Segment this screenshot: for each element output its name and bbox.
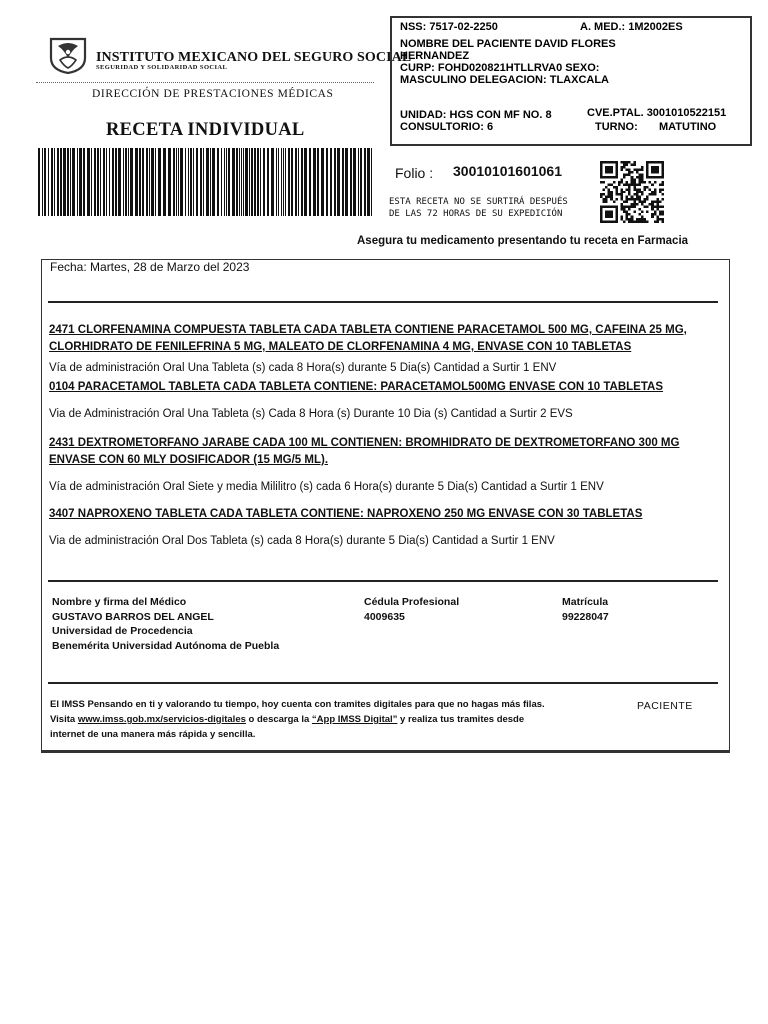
qr-code-icon bbox=[600, 161, 664, 223]
document-title: RECETA INDIVIDUAL bbox=[106, 120, 305, 140]
medication-3-title-line1: 2431 DEXTROMETORFANO JARABE CADA 100 ML CONTIENEN: BROMHIDRATO DE DEXTROMETORFANO 300 MG bbox=[49, 437, 680, 449]
notice-line1: ESTA RECETA NO SE SURTIRÁ DESPUÉS bbox=[389, 197, 568, 207]
medication-3-title-line2: ENVASE CON 60 MLY DOSIFICADOR (15 MG/5 ML). bbox=[49, 454, 329, 466]
cedula-block bbox=[364, 595, 459, 624]
medications-divider bbox=[48, 580, 718, 582]
date-divider bbox=[48, 301, 718, 303]
medication-1-instructions: Vía de administración Oral Una Tableta (s) cada 8 Hora(s) durante 5 Dia(s) Cantidad a Surtir 1 ENV bbox=[49, 362, 557, 374]
patient-name-line2: HERNANDEZ bbox=[400, 50, 470, 62]
medication-4-title: 3407 NAPROXENO TABLETA CADA TABLETA CONTIENE: NAPROXENO 250 MG ENVASE CON 30 TABLETAS bbox=[49, 508, 643, 520]
turno-label: TURNO: bbox=[595, 121, 638, 133]
footer-line2-prefix: Visita bbox=[50, 714, 78, 725]
medication-4-instructions: Via de administración Oral Dos Tableta (s) cada 8 Hora(s) durante 5 Dia(s) Cantidad a Surtir 1 ENV bbox=[49, 535, 555, 547]
unidad: UNIDAD: HGS CON MF NO. 8 bbox=[400, 109, 552, 121]
turno-value: MATUTINO bbox=[659, 121, 717, 133]
doctor-name: GUSTAVO BARROS DEL ANGEL bbox=[52, 610, 214, 623]
patient-name-line1: NOMBRE DEL PACIENTE DAVID FLORES bbox=[400, 38, 616, 50]
cve-ptal: CVE.PTAL. 3001010522151 bbox=[587, 107, 727, 119]
imss-logo-icon bbox=[48, 36, 88, 74]
medication-2-title: 0104 PARACETAMOL TABLETA CADA TABLETA CONTIENE: PARACETAMOL500MG ENVASE CON 10 TABLETAS bbox=[49, 381, 664, 393]
university-label: Universidad de Procedencia bbox=[52, 625, 193, 637]
prescription-date: Fecha: Martes, 28 de Marzo del 2023 bbox=[50, 260, 250, 274]
consultorio: CONSULTORIO: 6 bbox=[400, 121, 494, 133]
cedula-label: Cédula Profesional bbox=[364, 596, 460, 608]
footer-line2-middle: o descarga la bbox=[245, 714, 312, 725]
notice-line2: DE LAS 72 HORAS DE SU EXPEDICIÓN bbox=[389, 209, 563, 219]
header-divider bbox=[36, 82, 374, 83]
medication-1-title-line2: CLORHIDRATO DE FENILEFRINA 5 MG, MALEATO DE CLORFENAMINA 4 MG, ENVASE CON 10 TABLETAS bbox=[49, 341, 632, 353]
amed: A. MED.: 1M2002ES bbox=[580, 21, 683, 33]
nss: NSS: 7517-02-2250 bbox=[400, 21, 498, 33]
matricula-block bbox=[562, 595, 609, 624]
footer-line3: internet de una manera más rápida y sencilla. bbox=[50, 729, 256, 740]
matricula-value: 99228047 bbox=[562, 610, 609, 623]
expiration-notice bbox=[389, 196, 568, 220]
digital-services-notice bbox=[50, 697, 545, 742]
footer-line2 bbox=[50, 712, 545, 727]
doctor-name-label: Nombre y firma del Médico bbox=[52, 596, 187, 608]
app-imss-digital-link[interactable]: “App IMSS Digital” bbox=[311, 714, 398, 725]
university-name: Benemérita Universidad Autónoma de Puebla bbox=[52, 639, 280, 652]
folio-number: 30010101601061 bbox=[453, 163, 563, 179]
footer-line1: El IMSS Pensando en ti y valorando tu tiempo, hoy cuenta con tramites digitales para que no hagas más filas. bbox=[50, 699, 545, 710]
footer-divider bbox=[48, 682, 718, 684]
institution-tagline: SEGURIDAD Y SOLIDARIDAD SOCIAL bbox=[96, 64, 228, 71]
folio-label: Folio : bbox=[395, 165, 434, 181]
curp: CURP: FOHD020821HTLLRVA0 SEXO: bbox=[400, 62, 600, 74]
barcode-icon bbox=[38, 148, 374, 216]
medication-1-title-line1: 2471 CLORFENAMINA COMPUESTA TABLETA CADA TABLETA CONTIENE PARACETAMOL 500 MG, CAFEINA 25 MG, bbox=[49, 324, 687, 336]
footer-line2-suffix: y realiza tus tramites desde bbox=[397, 714, 525, 725]
cedula-value: 4009635 bbox=[364, 610, 405, 623]
medication-2-instructions: Via de Administración Oral Una Tableta (s) Cada 8 Hora (s) Durante 10 Dia (s) Cantidad a Surtir 2 EVS bbox=[49, 408, 573, 420]
matricula-label: Matrícula bbox=[562, 596, 609, 608]
copy-label: PACIENTE bbox=[637, 700, 693, 712]
sex-delegation: MASCULINO DELEGACION: TLAXCALA bbox=[400, 74, 609, 86]
institution-name: INSTITUTO MEXICANO DEL SEGURO SOCIAL bbox=[96, 50, 412, 65]
pharmacy-notice: Asegura tu medicamento presentando tu receta en Farmacia bbox=[357, 235, 689, 247]
medication-3-instructions: Vía de administración Oral Siete y media Mililitro (s) cada 6 Hora(s) durante 5 Dia(s) Cantidad a Surtir 1 ENV bbox=[49, 481, 604, 493]
doctor-block bbox=[52, 595, 279, 653]
imss-digital-services-link[interactable]: www.imss.gob.mx/servicios-digitales bbox=[77, 714, 246, 725]
direction-name: DIRECCIÓN DE PRESTACIONES MÉDICAS bbox=[92, 88, 334, 100]
